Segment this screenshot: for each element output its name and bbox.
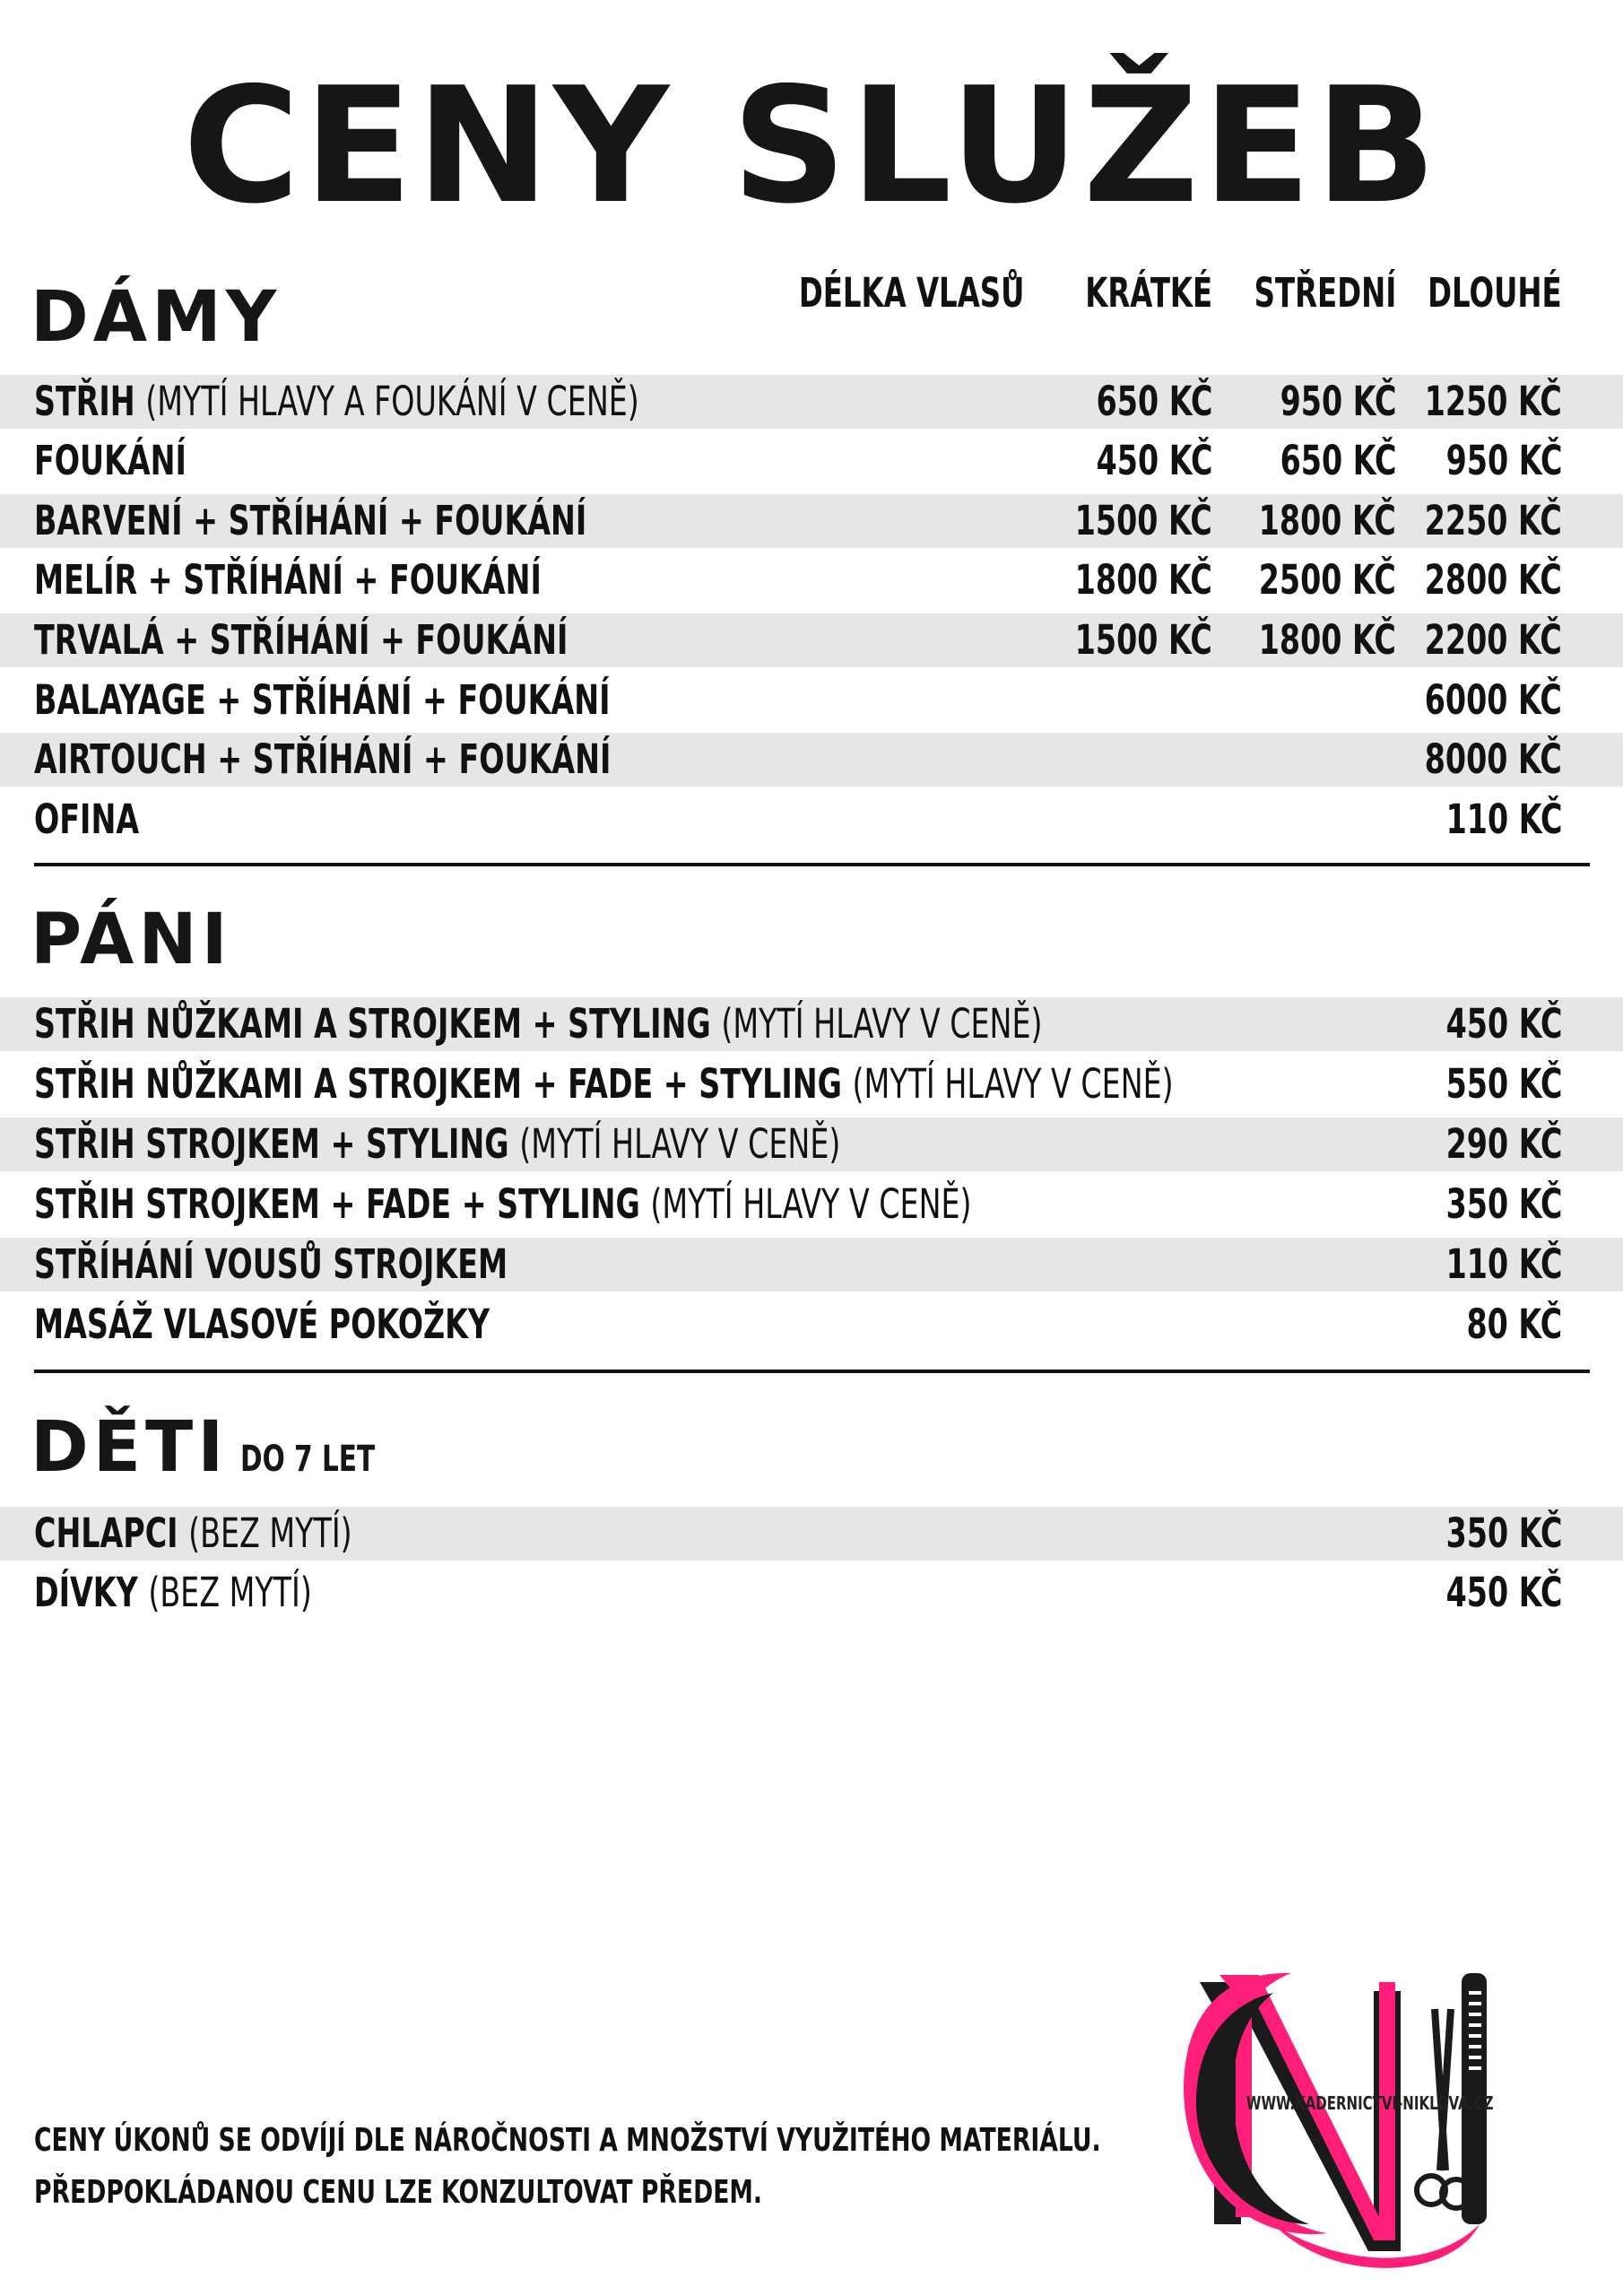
kids-age-note: DO 7 LET <box>240 1439 376 1480</box>
section-title-men: PÁNI <box>30 900 232 980</box>
price-long: 8000 KČ <box>1424 735 1562 783</box>
price-short: 650 KČ <box>1096 378 1212 425</box>
column-header-short: KRÁTKÉ <box>1085 269 1212 317</box>
website-url: WWW.KADERNICTVI-NIKLOVA.CZ <box>1246 2092 1494 2114</box>
footer-line-2: PŘEDPOKLÁDANOU CENU LZE KONZULTOVAT PŘEDEM. <box>34 2174 763 2211</box>
table-row <box>0 1298 1623 1352</box>
price-short: 1500 KČ <box>1074 616 1212 664</box>
price-long: 1250 KČ <box>1424 378 1562 425</box>
section-divider <box>34 863 1590 866</box>
table-row <box>0 1507 1623 1561</box>
price-short: 1800 KČ <box>1074 556 1212 604</box>
service-name: DÍVKY <box>34 1569 138 1616</box>
section-title-kids <box>30 1407 422 1497</box>
table-row <box>0 375 1623 429</box>
table-row <box>0 1238 1623 1292</box>
table-row <box>0 793 1623 847</box>
price-long: 450 KČ <box>1445 1569 1562 1616</box>
footer-line-1: CENY ÚKONŮ SE ODVÍJÍ DLE NÁROČNOSTI A MNOŽSTVÍ VYUŽITÉHO MATERIÁLU. <box>34 2122 1101 2159</box>
table-row <box>0 997 1623 1051</box>
table-row <box>0 434 1623 488</box>
price-long: 550 KČ <box>1445 1060 1562 1108</box>
service-name: STŘIH <box>34 378 135 425</box>
price-medium: 1800 KČ <box>1258 616 1396 664</box>
service-name: MASÁŽ VLASOVÉ POKOŽKY <box>34 1300 490 1348</box>
price-long: 290 KČ <box>1445 1120 1562 1168</box>
price-long: 2200 KČ <box>1424 616 1562 664</box>
price-short: 450 KČ <box>1096 437 1212 484</box>
price-long: 110 KČ <box>1445 1240 1562 1288</box>
service-name: AIRTOUCH + STŘÍHÁNÍ + FOUKÁNÍ <box>34 735 612 783</box>
table-row <box>0 1118 1623 1171</box>
price-long: 350 KČ <box>1445 1509 1562 1557</box>
table-row <box>0 553 1623 607</box>
table-row <box>0 674 1623 727</box>
kids-title: DĚTI <box>30 1407 229 1488</box>
price-medium: 650 KČ <box>1280 437 1396 484</box>
price-long: 6000 KČ <box>1424 676 1562 724</box>
column-header-length: DÉLKA VLASŮ <box>798 269 1024 317</box>
service-note: (MYTÍ HLAVY V CENĚ) <box>519 1120 841 1168</box>
service-note: (BEZ MYTÍ) <box>188 1509 352 1557</box>
service-name: FOUKÁNÍ <box>34 437 187 484</box>
price-long: 950 KČ <box>1445 437 1562 484</box>
table-row <box>0 1566 1623 1620</box>
table-row <box>0 613 1623 667</box>
service-name: TRVALÁ + STŘÍHÁNÍ + FOUKÁNÍ <box>34 616 568 664</box>
service-note: (MYTÍ HLAVY A FOUKÁNÍ V CENĚ) <box>145 378 639 425</box>
service-note: (MYTÍ HLAVY V CENĚ) <box>650 1180 972 1228</box>
service-name: STŘIH STROJKEM + STYLING <box>34 1120 509 1168</box>
price-long: 350 KČ <box>1445 1180 1562 1228</box>
column-header-long: DLOUHÉ <box>1428 269 1562 317</box>
section-divider <box>34 1370 1590 1373</box>
price-short: 1500 KČ <box>1074 497 1212 544</box>
price-medium: 950 KČ <box>1280 378 1396 425</box>
price-long: 110 KČ <box>1445 796 1562 843</box>
price-long: 2250 KČ <box>1424 497 1562 544</box>
service-name: CHLAPCI <box>34 1509 178 1557</box>
price-medium: 1800 KČ <box>1258 497 1396 544</box>
column-header-medium: STŘEDNÍ <box>1254 269 1396 317</box>
service-note: (MYTÍ HLAVY V CENĚ) <box>721 1000 1043 1048</box>
service-name: STŘIH NŮŽKAMI A STROJKEM + STYLING <box>34 1000 711 1048</box>
table-row <box>0 1057 1623 1111</box>
salon-logo <box>1166 1955 1560 2278</box>
service-name: BARVENÍ + STŘÍHÁNÍ + FOUKÁNÍ <box>34 497 587 544</box>
service-name: OFINA <box>34 796 140 843</box>
table-row <box>0 1178 1623 1231</box>
table-row <box>0 733 1623 787</box>
service-name: MELÍR + STŘÍHÁNÍ + FOUKÁNÍ <box>34 556 542 604</box>
service-name: STŘÍHÁNÍ VOUSŮ STROJKEM <box>34 1240 508 1288</box>
service-note: (BEZ MYTÍ) <box>148 1569 312 1616</box>
price-long: 450 KČ <box>1445 1000 1562 1048</box>
service-name: STŘIH STROJKEM + FADE + STYLING <box>34 1180 640 1228</box>
price-long: 80 KČ <box>1466 1300 1562 1348</box>
service-note: (MYTÍ HLAVY V CENĚ) <box>852 1060 1174 1108</box>
price-medium: 2500 KČ <box>1258 556 1396 604</box>
page-title: CENY SLUŽEB <box>182 53 1441 239</box>
price-long: 2800 KČ <box>1424 556 1562 604</box>
service-name: STŘIH NŮŽKAMI A STROJKEM + FADE + STYLING <box>34 1060 842 1108</box>
table-row <box>0 494 1623 548</box>
section-title-women: DÁMY <box>30 277 282 358</box>
service-name: BALAYAGE + STŘÍHÁNÍ + FOUKÁNÍ <box>34 676 611 724</box>
